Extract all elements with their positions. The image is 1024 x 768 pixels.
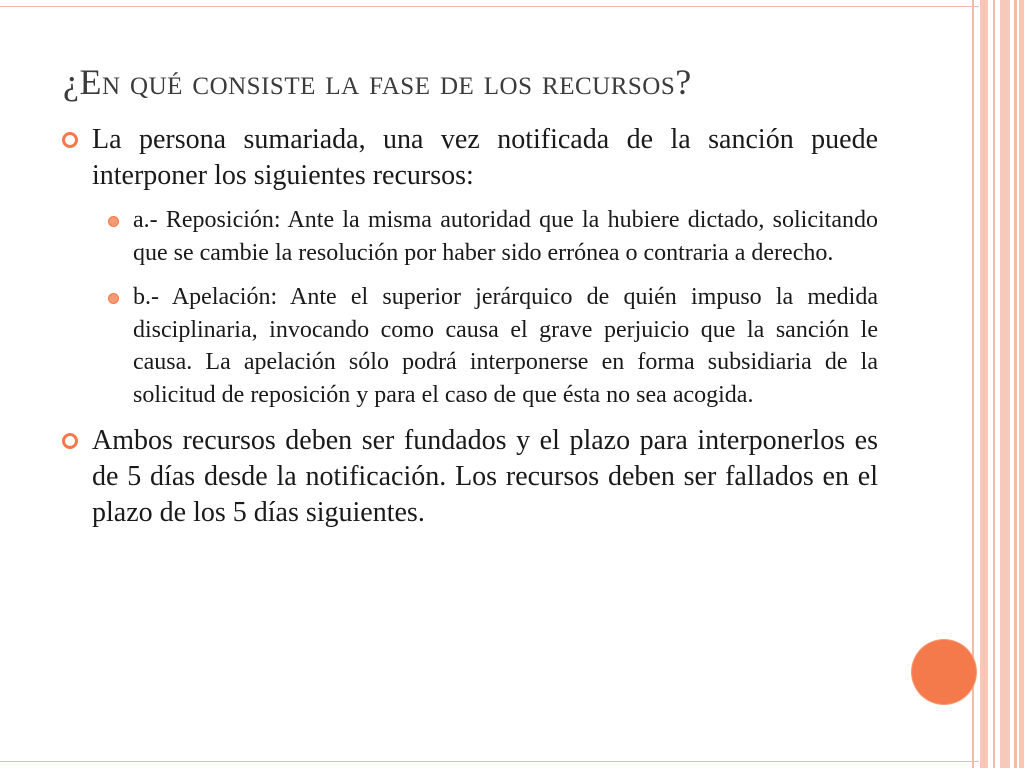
sub-bullet-text: b.- Apelación: Ante el superior jerárquico de quién impuso la medida disciplinaria, invocando como causa el grave perjuicio que la sanción le causa. La apelación sólo podrá interponerse en forma subsidiaria de la solicitud de reposición y para el caso de que ésta no sea acogida. (133, 284, 878, 408)
bullet-point (62, 122, 878, 194)
bullet-text: Ambos recursos deben ser fundados y el plazo para interponerlos es de 5 días desde la notificación. Los recursos deben ser fallados en el plazo de los 5 días siguientes. (92, 425, 878, 528)
frame-top-rule (0, 6, 979, 7)
sub-bullet-list (62, 204, 878, 411)
ring-bullet-icon (62, 433, 78, 449)
sub-bullet-text: a.- Reposición: Ante la misma autoridad que la hubiere dictado, solicitando que se cambie la resolución por haber sido errónea o contraria a derecho. (133, 207, 878, 266)
ring-bullet-icon (62, 132, 78, 148)
frame-band (1000, 0, 1010, 768)
sub-bullet-point (103, 204, 878, 269)
dot-bullet-icon (108, 216, 119, 227)
frame-bottom-rule (0, 761, 979, 762)
frame-line (1014, 0, 1017, 768)
frame-line (972, 0, 974, 768)
dot-bullet-icon (108, 293, 119, 304)
slide-title: ¿En qué consiste la fase de los recursos? (63, 62, 692, 102)
decorative-orange-circle (912, 640, 976, 704)
frame-band (980, 0, 988, 768)
bullet-point (62, 423, 878, 531)
frame-band (1019, 0, 1024, 768)
bullet-text: La persona sumariada, una vez notificada de la sanción puede interponer los siguientes recursos: (92, 124, 878, 191)
frame-line (993, 0, 995, 768)
slide-content (62, 122, 878, 541)
sub-bullet-point (103, 281, 878, 411)
